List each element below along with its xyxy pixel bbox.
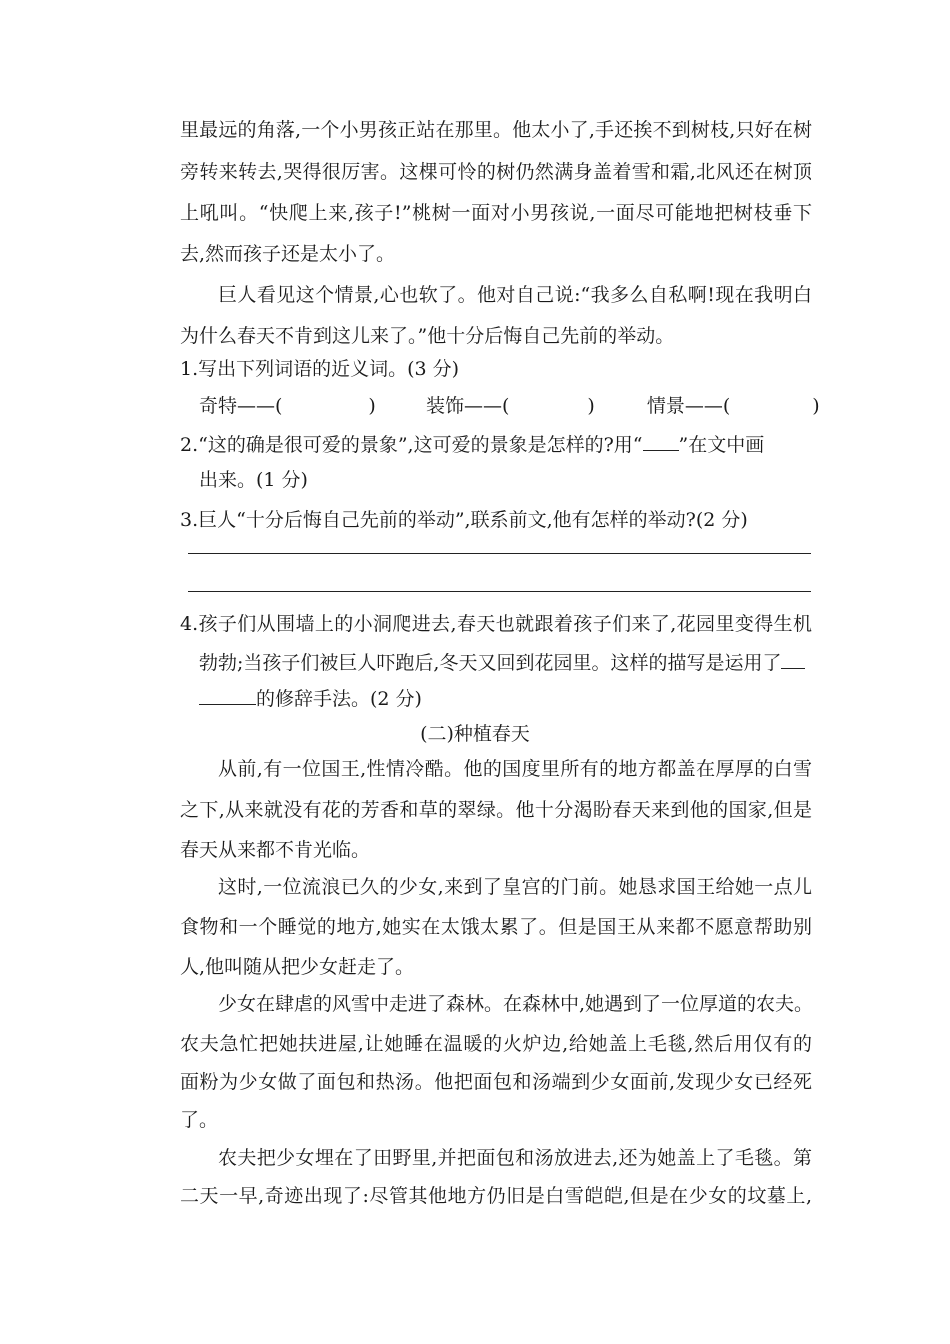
passage1-para2-line-2: 为什么春天不肯到这儿来了。”他十分后悔自己先前的举动。: [180, 325, 675, 347]
q1-close-2: ): [587, 395, 595, 417]
p2-para3-line-1: 少女在肆虐的风雪中走进了森林。在森林中,她遇到了一位厚道的农夫。: [218, 993, 814, 1015]
passage1-line-3: 上吼叫。“快爬上来,孩子!”桃树一面对小男孩说,一面尽可能地把树枝垂下: [180, 202, 812, 224]
q3-answer-line-1[interactable]: [188, 553, 811, 554]
q4-text-3: 的修辞手法。(2 分): [256, 688, 422, 710]
passage1-line-2: 旁转来转去,哭得很厉害。这棵可怜的树仍然满身盖着雪和霜,北风还在树顶: [180, 161, 812, 183]
p2-para2-line-1: 这时,一位流浪已久的少女,来到了皇宫的门前。她恳求国王给她一点儿: [218, 876, 812, 898]
p2-para1-line-3: 春天从来都不肯光临。: [180, 839, 371, 861]
q1-close-1: ): [368, 395, 376, 417]
question-4-line-2: [199, 650, 812, 675]
p2-para1-line-1: 从前,有一位国王,性情冷酷。他的国度里所有的地方都盖在厚厚的白雪: [218, 758, 812, 780]
q1-close-3: ): [812, 395, 820, 417]
question-4-line-3: [199, 686, 812, 711]
q1-word-2: 装饰——(: [425, 395, 510, 417]
question-2-line-1: [180, 432, 812, 457]
passage1-para2-line-1: 巨人看见这个情景,心也软了。他对自己说:“我多么自私啊!现在我明白: [218, 284, 812, 306]
q2-text-a: 2.“这的确是很可爱的景象”,这可爱的景象是怎样的?用“: [180, 434, 643, 456]
q2-underline-mark: [643, 432, 679, 451]
p2-para3-line-2: 农夫急忙把她扶进屋,让她睡在温暖的火炉边,给她盖上毛毯,然后用仅有的: [180, 1033, 812, 1055]
q4-text-2: 勃勃;当孩子们被巨人吓跑后,冬天又回到花园里。这样的描写是运用了: [199, 652, 782, 674]
p2-para3-line-3: 面粉为少女做了面包和热汤。他把面包和汤端到少女面前,发现少女已经死: [180, 1071, 812, 1093]
question-3-text: 3.巨人“十分后悔自己先前的举动”,联系前文,他有怎样的举动?(2 分): [180, 509, 748, 531]
q4-answer-blank-b[interactable]: [199, 686, 256, 705]
passage2-title: (二)种植春天: [420, 723, 530, 745]
q4-answer-blank-a[interactable]: [781, 650, 805, 669]
p2-para4-line-2: 二天一早,奇迹出现了:尽管其他地方仍旧是白雪皑皑,但是在少女的坟墓上,: [180, 1185, 812, 1207]
p2-para3-line-4: 了。: [180, 1109, 219, 1131]
q3-answer-line-2[interactable]: [188, 591, 811, 592]
q1-word-1: 奇特——(: [199, 395, 283, 417]
passage1-line-4: 去,然而孩子还是太小了。: [180, 243, 396, 265]
question-1-items: [199, 394, 819, 418]
p2-para2-line-2: 食物和一个睡觉的地方,她实在太饿太累了。但是国王从来都不愿意帮助别: [180, 916, 812, 938]
question-4-line-1: 4.孩子们从围墙上的小洞爬进去,春天也就跟着孩子们来了,花园里变得生机: [180, 613, 812, 635]
p2-para2-line-3: 人,他叫随从把少女赶走了。: [180, 956, 415, 978]
p2-para4-line-1: 农夫把少女埋在了田野里,并把面包和汤放进去,还为她盖上了毛毯。第: [218, 1147, 812, 1169]
q2-text-b: ”在文中画: [678, 434, 765, 456]
question-1-text: 1.写出下列词语的近义词。(3 分): [180, 358, 460, 380]
q1-word-3: 情景——(: [646, 395, 731, 417]
question-2-line-2: 出来。(1 分): [199, 469, 308, 491]
passage1-line-1: 里最远的角落,一个小男孩正站在那里。他太小了,手还挨不到树枝,只好在树: [180, 119, 812, 141]
p2-para1-line-2: 之下,从来就没有花的芳香和草的翠绿。他十分渴盼春天来到他的国家,但是: [180, 799, 812, 821]
